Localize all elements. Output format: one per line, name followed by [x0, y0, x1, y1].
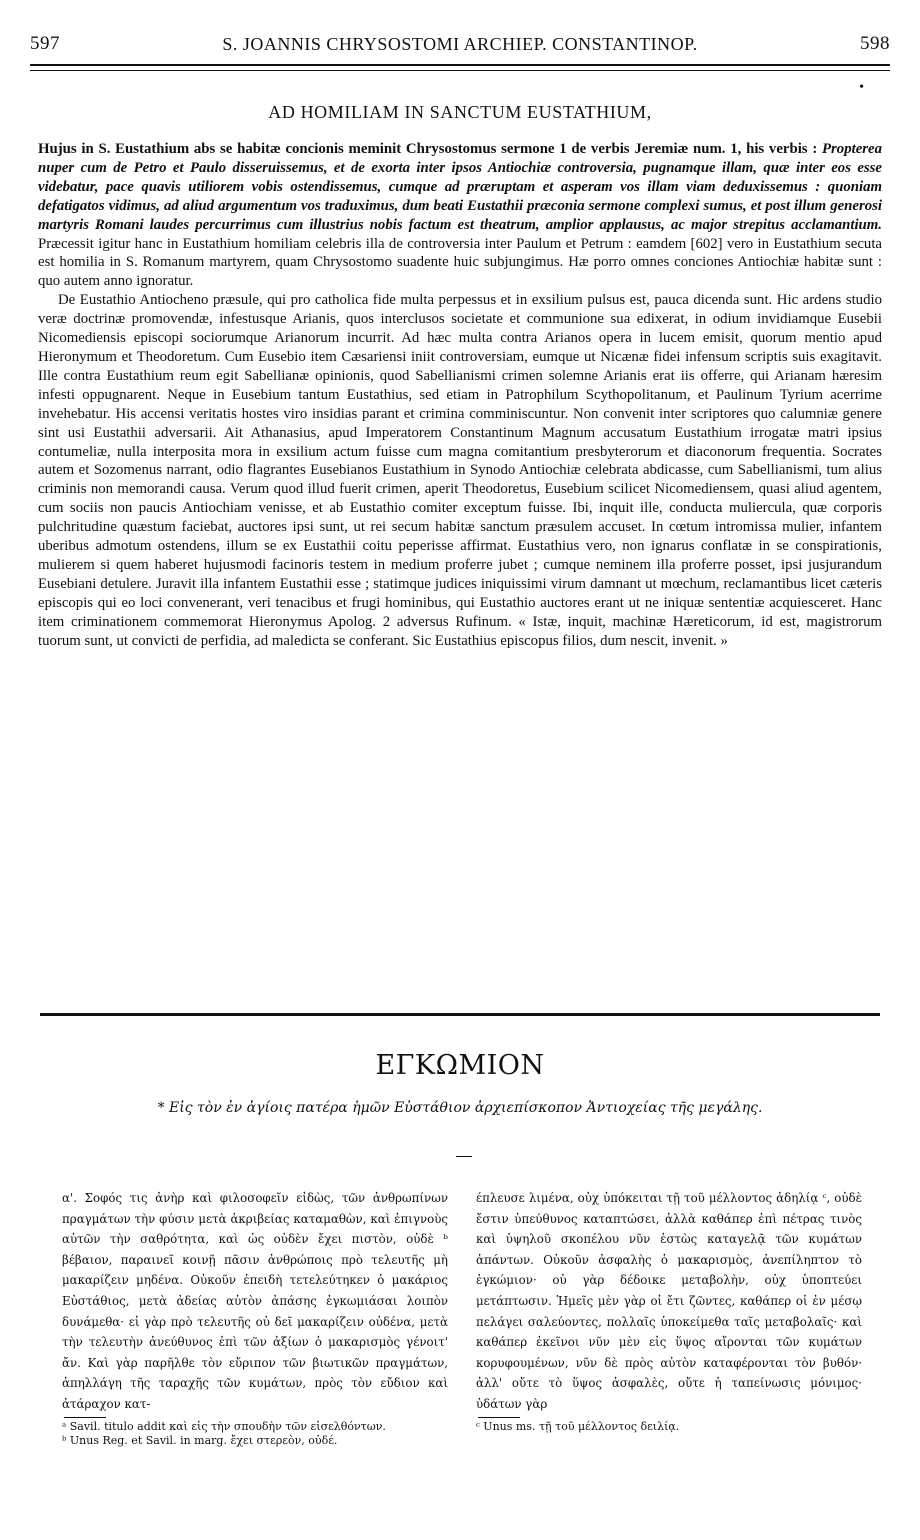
- footnote-rule: [478, 1417, 520, 1418]
- page-number-left: 597: [30, 33, 60, 54]
- running-head: [30, 32, 890, 56]
- footnote-a: ᵃ Savil. titulo addit καὶ εἰς τὴν σπουδὴν τῶν εἰσελθόντων.: [62, 1419, 386, 1433]
- header-rule-thick: [30, 64, 890, 66]
- footnote-c: ᶜ Unus ms. τῇ τοῦ μέλλοντος δειλίᾳ.: [476, 1419, 680, 1433]
- intro-paragraph-1: [38, 140, 882, 291]
- header-rule-thin: [30, 70, 890, 71]
- intro-paragraph-2: De Eustathio Antiocheno præsule, qui pro catholica fide multa perpessus et in exsilium pulsus est, pauca dicenda sunt. Hic ardens studio veræ doctrinæ promovendæ, infestusque Arianis, quos interclusos societate et communione sua edixerat, in odium invidiamque Eusebii Nicomediensis episcopi sociorumque Arianorum incurrit. Ad hæc multa contra Arianos opera in lucem emisit, quorum mentio apud Hieronymum et Theodoretum. Cum Eusebio item Cæsariensi iniit controversiam, eumque ut Nicænæ fidei infensum scriptis suis exagitavit. Ille contra Eustathium reum egit Sabellianæ opinionis, quod Sabellianismi crimen solemne Arianis erat iis offerre, qui Arianam hæresim infesti oppugnarent. Neque in Eusebium tantum Eustathius, sed etiam in Patrophilum Scythopolitanum, et Paulinum Tyrium acerrime invehebatur. His accensi veritatis hostes viro insidias parant et crimina comminiscuntur. Non convenit inter scriptores quo calumniæ genere sint usi Eustathii adversarii. Ait Athanasius, apud Imperatorem Constantinum Magnum accusatum Eustathium irrogatæ matri ipsius contumeliæ, nulla interposita mora in exsilium actum fuisse cum magna comitantium presbyterorum et diaconorum frequentia. Socrates autem et Sozomenus narrant, odio flagrantes Eusebianos Eustathium in Synodo Antiochiæ celebrata abdicasse, cum Sabellianismi, tum alius criminis non memorandi causa. Verum quod illud fuerit crimen, aperit Theodoretus, Eusebium scilicet Nicomediensem, quasi aliud agentem, cum sociis non paucis Antiochiam venisse, et ab Eustathio comiter exceptum fuisse. Ibi, inquit ille, conducta muliercula, quæ corporis pulchritudine quæstum faciebat, auctores ipsi sunt, ut rei secum habitæ sanctum præsulem accuset. In cœtum intromissa mulier, infantem uberibus admotum ostendens, illum se ex Eustathii coitu peperisse affirmat. Eustathius vero, non ignarus conflatæ in se conspirationis, mulierem si quem haberet hujusmodi facinoris testem in medium proferre jubet ; cumque neminem illa proferre posset, ipsi jusjurandum Eusebiani detulere. Juravit illa infantem Eustathii esse ; statimque judices iniquissimi virum damnant ut mœchum, reclamantibus licet cæteris episcopis qui eo loci convenerant, veri tenacibus et frugi hominibus, qui Eustathio auctores erant ut ne iniquæ sententiæ acquiesceret. Hanc item criminationem commemorat Hieronymus Apolog. 2 adversus Rufinum. « Istæ, inquit, machinæ Hæreticorum, id est, magistrorum tuorum sunt, ut convicti de perfidia, ad maledicta se conferant. Sic Eustathius episcopus filios, dum nescit, invenit. »: [38, 292, 882, 649]
- greek-title: ΕΓΚΩΜΙΟΝ: [375, 1050, 545, 1081]
- greek-text-left: α'. Σοφός τις ἀνὴρ καὶ φιλοσοφεῖν εἰδὼς, τῶν ἀνθρωπίνων πραγμάτων τὴν φύσιν μετὰ ἀκριβείας καταμαθὼν, καὶ ἐπιγνοὺς αὐτῶν τὴν σαθρότητα, καὶ ὡς οὐδὲν ἔχει πιστὸν, οὐδὲ ᵇ βέβαιον, παραινεῖ κοινῇ πᾶσιν ἀνθρώποις πρὸ τελευτῆς μὴ μακαρίζειν μηδένα. Οὐκοῦν ἐπειδὴ τετελεύτηκεν ὁ μακάριος Εὐστάθιος, μετὰ ἀδείας αὐτὸν ἀπάσης ἐγκωμιάσαι λοιπὸν δυνάμεθα· εἰ γὰρ πρὸ τελευτῆς οὐ δεῖ μακαρίζειν οὐδένα, μετὰ τὴν τελευτὴν ἀνεύθυνος ἐπὶ τῶν ἀξίων ὁ μακαρισμὸς γένοιτ' ἄν. Καὶ γὰρ παρῆλθε τὸν εὔριπον τῶν βιωτικῶν πραγμάτων, ἀπηλλάγη τῆς ταραχῆς τῶν κυμάτων, πρὸς τὸν εὔδιον καὶ ἀτάραχον κατ-: [62, 1191, 448, 1411]
- greek-column-right: [476, 1188, 862, 1434]
- footnote-b: ᵇ Unus Reg. et Savil. in marg. ἔχει στερεὸν, οὐδέ.: [62, 1433, 338, 1447]
- greek-text-right: έπλευσε λιμένα, οὐχ ὑπόκειται τῇ τοῦ μέλλοντος ἀδηλίᾳ ᶜ, οὐδὲ ἔστιν ὑπεύθυνος καταπτώσει, ἀλλὰ καθάπερ ἐπὶ πέτρας τινὸς καὶ ὑψηλοῦ σκοπέλου νῦν ἑστὼς καταγελᾷ τῶν κυμάτων ἁπάντων. Οὐκοῦν ἀσφαλὴς ὁ μακαρισμὸς, ἀνεπίληπτον τὸ ἐγκώμιον· οὐ γὰρ δέδοικε μεταβολὴν, οὐχ ὑποπτεύει μετάπτωσιν. Ἡμεῖς μὲν γὰρ οἱ ἔτι ζῶντες, καθάπερ οἱ ἐν μέσῳ πελάγει σαλεύοντες, πολλαῖς ὑποκείμεθα ταῖς μεταβολαῖς· καὶ καθάπερ ἐκεῖνοι νῦν μὲν εἰς ὕψος αἴρονται τῶν κυμάτων κορυφουμένων, νῦν δὲ πρὸς αὐτὸν καταφέρονται τὸν βυθόν· ἀλλ' οὔτε τὸ ὕψος ἀσφαλὲς, οὔτε ἡ ταπείνωσις μόνιμος· ὑδάτων γὰρ: [476, 1191, 862, 1411]
- section-divider: [40, 1013, 880, 1016]
- margin-dot: •: [859, 80, 864, 95]
- intro-quotation: Propterea nuper cum de Petro et Paulo disseruissemus, et de exorta inter ipsos Antiochiæ controversia, pugnamque illam, quæ inter eos esse videbatur, pace quavis utiliorem vobis ostendissemus, cumque ad præruptam et asperam vos illam viam deduxissemus : quoniam defatigatos vidimus, ad aliud argumentum vos traduximus, dum beati Eustathii præconia sermone complexi sumus, et post illum generosi martyris Romani laudes percurrimus cum illustrius nobis factum est theatrum, amplior applausus, ac major strepitus acclamantium.: [38, 141, 882, 233]
- latin-introduction: [38, 140, 882, 650]
- intro-lead: Hujus in S. Eustathium abs se habitæ concionis meminit Chrysostomus sermone 1 de verbis Jeremiæ num. 1, his verbis :: [38, 141, 822, 157]
- running-title: S. JOANNIS CHRYSOSTOMI ARCHIEP. CONSTANTINOP.: [222, 33, 698, 54]
- section-title: AD HOMILIAM IN SANCTUM EUSTATHIUM,: [268, 102, 652, 122]
- greek-column-left: [62, 1188, 448, 1448]
- footnote-rule: [64, 1417, 106, 1418]
- intro-rest: Præcessit igitur hanc in Eustathium homiliam celebris illa de controversia inter Paulum et Petrum : eamdem [602] vero in Eustathium secuta est homilia in S. Romanum martyrem, quam Chrysostomo suadente huic subjungimus. Hæ porro omnes conciones Antiochiæ habitæ sunt : quo autem anno ignoratur.: [38, 235, 882, 290]
- short-divider: [456, 1156, 472, 1157]
- page-number-right: 598: [860, 33, 890, 54]
- greek-subtitle: * Εἰς τὸν ἐν ἁγίοις πατέρα ἡμῶν Εὐστάθιον ἀρχιεπίσκοπον Ἀντιοχείας τῆς μεγάλης.: [157, 1100, 763, 1116]
